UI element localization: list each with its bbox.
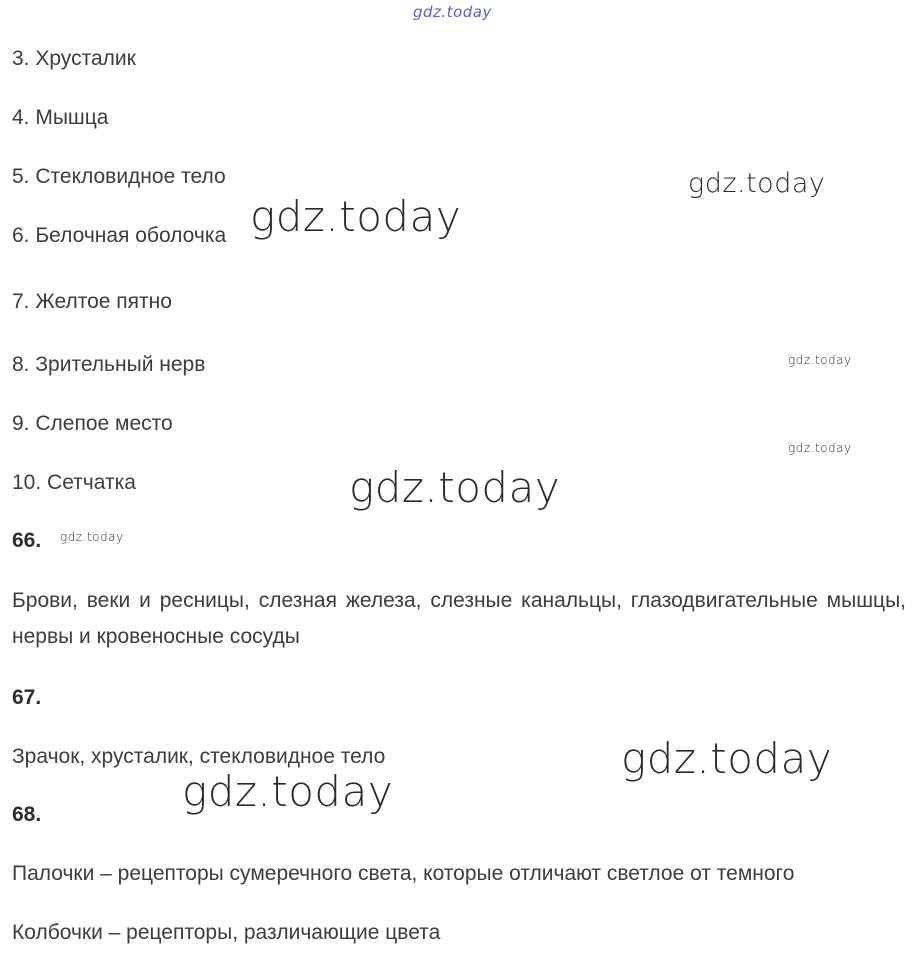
list-item: 5. Стекловидное тело — [12, 165, 226, 188]
list-item: 10. Сетчатка — [12, 471, 136, 494]
watermark: gdz.today — [349, 463, 561, 512]
watermark: gdz.today — [788, 353, 852, 367]
list-item: 3. Хрусталик — [12, 47, 136, 70]
watermark: gdz.today — [621, 734, 833, 783]
answer-68-cones: Колбочки – рецепторы, различающие цвета — [12, 921, 441, 944]
watermark: gdz.today — [413, 3, 492, 21]
question-number-68: 68. — [12, 803, 42, 826]
list-item: 4. Мышца — [12, 106, 109, 129]
answer-67: Зрачок, хрусталик, стекловидное тело — [12, 745, 386, 768]
watermark: gdz.today — [250, 192, 462, 241]
question-number-66: 66. — [12, 529, 42, 552]
answer-66: Брови, веки и ресницы, слезная железа, слезные канальцы, глазодвигательные мышцы, нервы и кровеносные сосуды — [12, 589, 906, 648]
list-item: 6. Белочная оболочка — [12, 224, 227, 247]
question-number-67: 67. — [12, 686, 42, 709]
list-item: 8. Зрительный нерв — [12, 353, 206, 376]
watermark: gdz.today — [60, 530, 124, 544]
list-item: 7. Желтое пятно — [12, 290, 172, 313]
watermark: gdz.today — [688, 168, 826, 199]
list-item: 9. Слепое место — [12, 412, 173, 435]
answer-68-rods: Палочки – рецепторы сумеречного света, которые отличают светлое от темного — [12, 862, 795, 885]
watermark: gdz.today — [182, 767, 394, 816]
watermark: gdz.today — [788, 441, 852, 455]
